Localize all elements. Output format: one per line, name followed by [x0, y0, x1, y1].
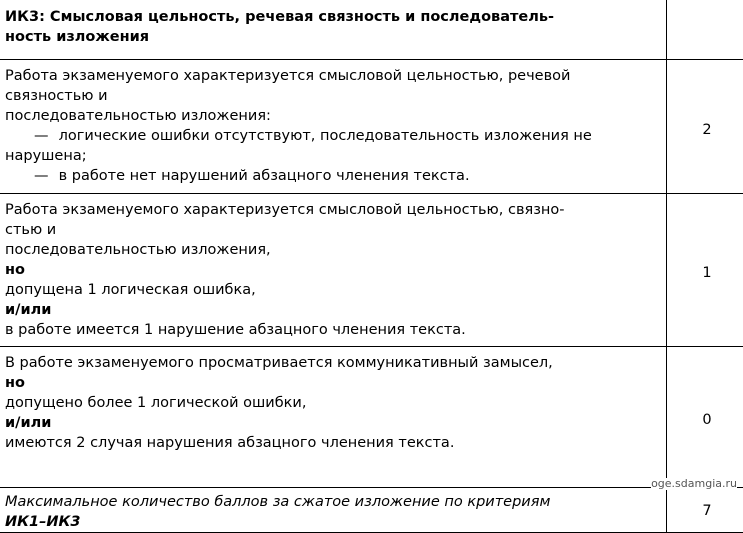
- score-cell: 0: [667, 347, 743, 488]
- description-line: стью и: [5, 220, 660, 240]
- table-row: [0, 60, 743, 194]
- criterion-title-line-2: ность изложения: [5, 27, 660, 47]
- description-line: в работе имеется 1 нарушение абзацного членения текста.: [5, 320, 660, 340]
- max-score-value: 7: [673, 501, 741, 521]
- criterion-title-cell: [0, 0, 667, 60]
- max-score-description: [0, 488, 667, 533]
- description-line: последовательностью изложения,: [5, 240, 660, 260]
- criterion-description: [0, 347, 667, 488]
- description-line: Работа экзаменуемого характеризуется смысловой цельностью, связно-: [5, 200, 660, 220]
- max-score-text: Максимальное количество баллов за сжатое изложение по критериям: [5, 492, 660, 512]
- site-watermark: oge.sdamgia.ru: [651, 478, 737, 490]
- description-line: последовательностью изложения:: [5, 106, 660, 126]
- conjunction-but: но: [5, 373, 660, 393]
- table-row: [0, 194, 743, 347]
- description-line: допущена 1 логическая ошибка,: [5, 280, 660, 300]
- description-line: В работе экзаменуемого просматривается коммуникативный замысел,: [5, 353, 660, 373]
- list-item-text: в работе нет нарушений абзацного членения текста.: [59, 168, 470, 184]
- score-cell: 1: [667, 194, 743, 347]
- dash-marker: —: [34, 126, 54, 146]
- score-cell: 2: [667, 60, 743, 194]
- description-line: имеются 2 случая нарушения абзацного членения текста.: [5, 433, 660, 453]
- table-header-row: [0, 0, 743, 60]
- list-item: [5, 166, 660, 186]
- dash-marker: —: [34, 166, 54, 186]
- description-line: допущено более 1 логической ошибки,: [5, 393, 660, 413]
- conjunction-but: но: [5, 260, 660, 280]
- criterion-description: [0, 194, 667, 347]
- conjunction-and-or: и/или: [5, 413, 660, 433]
- table-footer-row: [0, 488, 743, 533]
- criterion-description: [0, 60, 667, 194]
- description-line: Работа экзаменуемого характеризуется смысловой цельностью, речевой: [5, 66, 660, 86]
- max-score-cell: [667, 488, 743, 533]
- description-line: связностью и: [5, 86, 660, 106]
- header-score-cell: [667, 0, 743, 60]
- table-row: [0, 347, 743, 488]
- list-item-text: логические ошибки отсутствуют, последовательность изложения не: [59, 128, 592, 144]
- list-item: [5, 126, 660, 146]
- conjunction-and-or: и/или: [5, 300, 660, 320]
- criterion-title-line-1: ИК3: Смысловая цельность, речевая связность и последователь-: [5, 7, 660, 27]
- max-score-criteria: ИК1–ИК3: [5, 512, 660, 532]
- list-item-continuation: нарушена;: [5, 146, 660, 166]
